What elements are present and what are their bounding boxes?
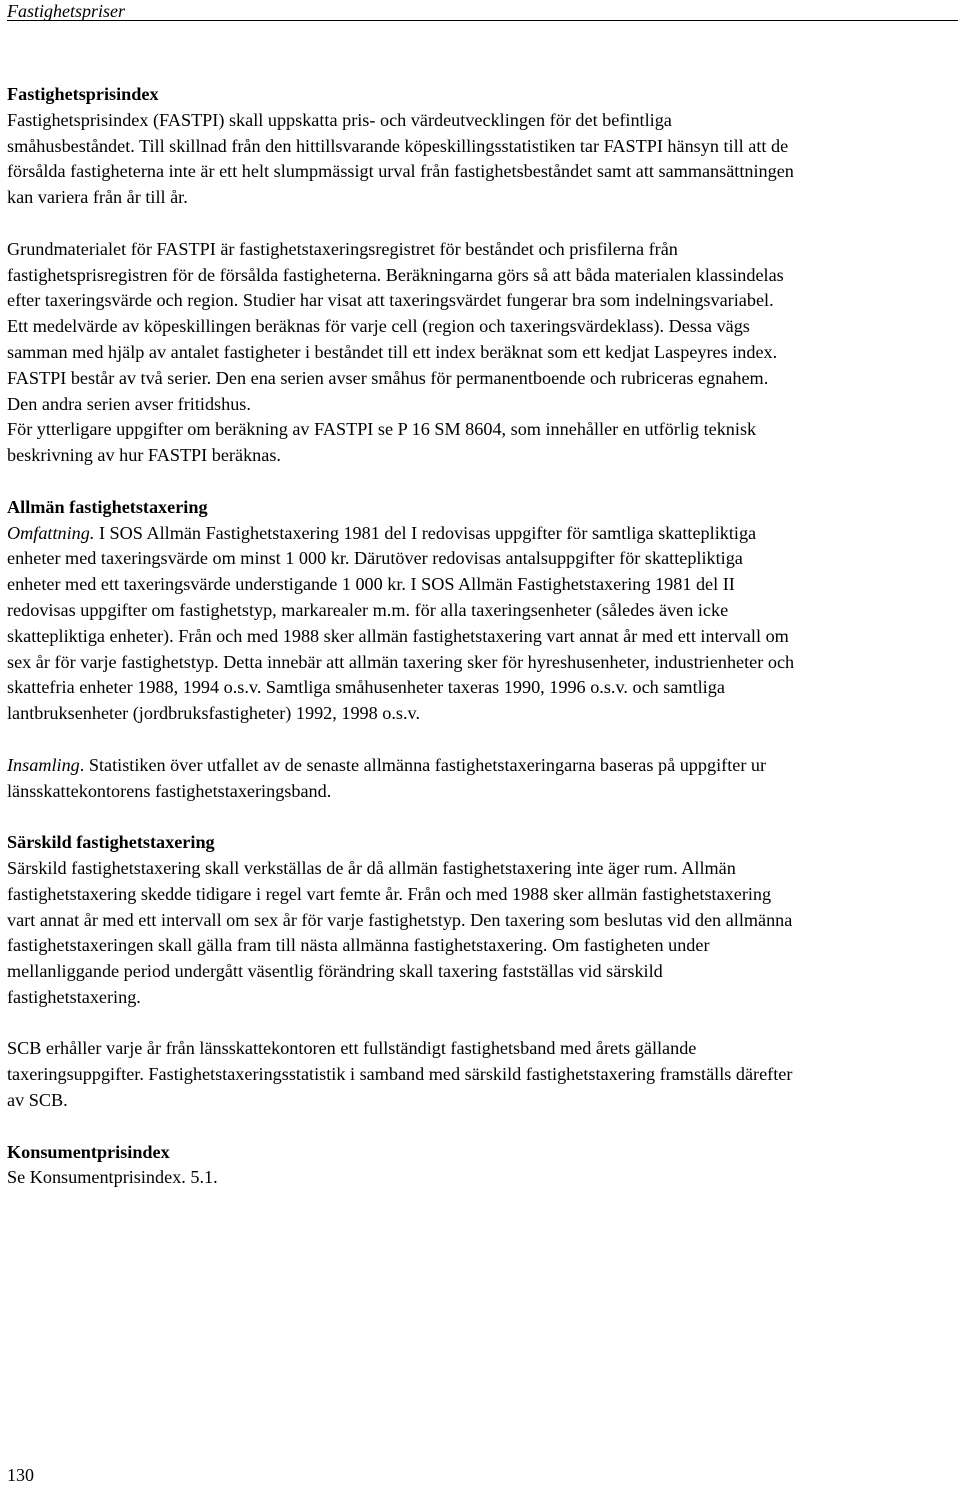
- page-number: 130: [7, 1465, 34, 1485]
- section-sarskild-fastighetstaxering: [7, 830, 797, 1114]
- running-header: Fastighetspriser: [7, 1, 126, 21]
- paragraph: [7, 753, 797, 805]
- paragraph: För ytterligare uppgifter om beräkning av FASTPI se P 16 SM 8604, som innehåller en utförlig teknisk beskrivning av hur FASTPI beräknas.: [7, 419, 757, 466]
- run-in-lead: Insamling: [7, 754, 80, 775]
- document-body: [7, 82, 797, 1191]
- paragraph: [7, 521, 797, 727]
- paragraph: SCB erhåller varje år från länsskattekontoren ett fullständigt fastighetsband med årets gällande taxeringsuppgifter. Fastighetstaxeringsstatistik i samband med särskild fastighetstaxering framställs därefter av SCB.: [7, 1038, 793, 1111]
- paragraph: Särskild fastighetstaxering skall verkställas de år då allmän fastighetstaxering inte äger rum. Allmän fastighetstaxering skedde tidigare i regel vart femte år. Från och med 1988 sker allmän fastighetstaxering vart annat år med ett intervall om sex år för varje fastighetstyp. Den taxering som beslutas vid den allmänna fastighetstaxeringen skall gälla fram till nästa allmänna fastighetstaxering. Om fastigheten under mellanliggande period undergått väsentlig förändring skall taxering fastställas vid särskild fastighetstaxering.: [7, 857, 793, 1007]
- paragraph: Fastighetsprisindex (FASTPI) skall uppskatta pris- och värdeutvecklingen för det befintliga småhusbeståndet. Till skillnad från den hittillsvarande köpeskillingsstatistiken tar FASTPI hänsyn till att de försålda fastigheterna inte är ett helt slumpmässigt urval från fastighetsbeståndet samt att sammansättningen kan variera från år till år.: [7, 109, 794, 208]
- section-allman-fastighetstaxering: [7, 495, 797, 805]
- paragraph: Se Konsumentprisindex. 5.1.: [7, 1167, 218, 1188]
- section-heading: Särskild fastighetstaxering: [7, 832, 215, 853]
- paragraph: Grundmaterialet för FASTPI är fastighetstaxeringsregistret för beståndet och prisfilerna från fastighetsprisregistren för de försålda fastigheterna. Beräkningarna görs så att båda materialen klassindelas efter taxeringsvärde och region. Studier har visat att taxeringsvärdet fungerar bra som indelningsvariabel. Ett medelvärde av köpeskillingen beräknas för varje cell (region och taxeringsvärdeklass). Dessa vägs samman med hjälp av antalet fastigheter i beståndet till ett index beräknat som ett kedjat Laspeyres index. FASTPI består av två serier. Den ena serien avser småhus för permanentboende och rubriceras egnahem. Den andra serien avser fritidshus.: [7, 238, 784, 414]
- section-heading: Fastighetsprisindex: [7, 84, 159, 104]
- header-rule: [7, 20, 958, 21]
- run-in-lead: Omfattning.: [7, 522, 95, 543]
- paragraph-text: I SOS Allmän Fastighetstaxering 1981 del I redovisas uppgifter för samtliga skattepliktiga enheter med taxeringsvärde om minst 1 000 kr. Därutöver redovisas antalsuppgifter för skattepliktiga enheter med ett taxeringsvärde understigande 1 000 kr. I SOS Allmän Fastighetstaxering 1981 del II redovisas uppgifter om fastighetstyp, markarealer m.m. för alla taxeringsenheter (således även icke skattepliktiga enheter). Från och med 1988 sker allmän fastighetstaxering vart annat år med ett intervall om sex år för varje fastighetstyp. Detta innebär att allmän taxering sker för hyreshusenheter, industrienheter och skattefria enheter 1988, 1994 o.s.v. Samtliga småhusenheter taxeras 1990, 1996 o.s.v. och samtliga lantbruksenheter (jordbruksfastigheter) 1992, 1998 o.s.v.: [7, 522, 795, 724]
- section-heading: Allmän fastighetstaxering: [7, 496, 208, 517]
- section-fastighetsprisindex: [7, 82, 797, 469]
- paragraph-text: . Statistiken över utfallet av de senaste allmänna fastighetstaxeringarna baseras på uppgifter ur länsskattekontorens fastighetstaxeringsband.: [7, 754, 767, 801]
- section-konsumentprisindex: [7, 1140, 797, 1192]
- section-heading: Konsumentprisindex: [7, 1141, 170, 1162]
